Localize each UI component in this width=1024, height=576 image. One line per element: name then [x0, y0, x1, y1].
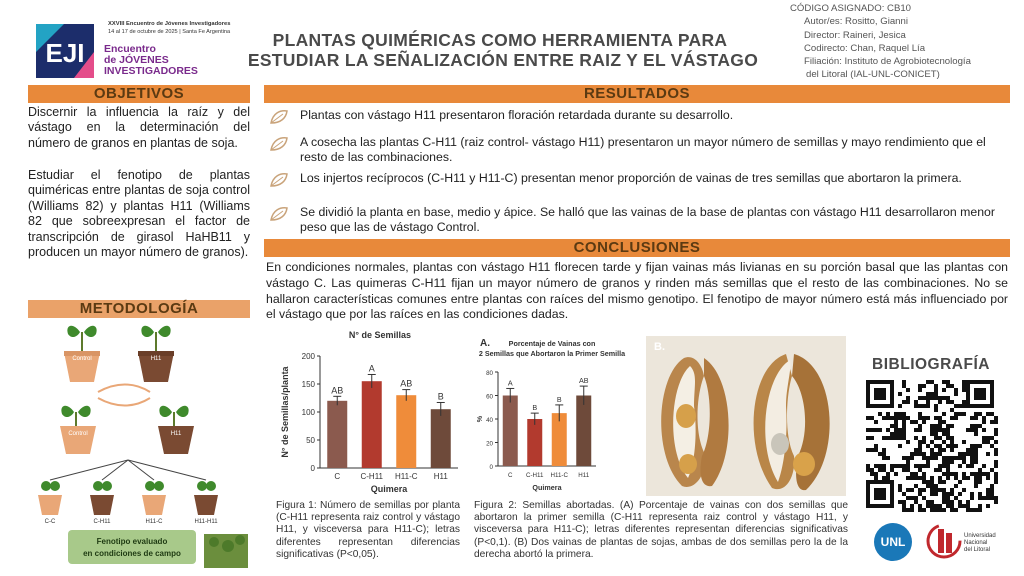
meta-block — [790, 2, 971, 82]
event-brand-1: Encuentro — [104, 43, 156, 55]
fiq-line-1: Universidad — [964, 533, 996, 539]
resultado-item-4 — [268, 205, 1010, 234]
chart-1-bar — [431, 409, 451, 468]
chart-1-ytick-label: 0 — [310, 464, 315, 473]
qr-code[interactable] — [866, 380, 998, 512]
chart-2-ytick-label: 0 — [489, 464, 493, 471]
fiq-logo — [926, 521, 1016, 561]
conclusiones-text: En condiciones normales, plantas con vástago H11 florecen tarde y fijan vainas más livianas en su porción basal que las plantas con vástago C. Las quimeras C-H11 fijan un mayor número de granos y rinden más semillas que el resto de las combinaciones. No se hallaron características comunes entre plantas con raíces del mismo genotipo. El fenotipo de mayor número está más influenciado por el vástago que por las raíces en las condiciones dadas. — [266, 260, 1008, 322]
unl-logo-text: UNL — [880, 535, 906, 549]
chart-2-category-label: C — [508, 472, 513, 479]
chart-2-letter: A — [507, 378, 513, 388]
chart-1-bar — [396, 395, 416, 468]
chart-1-ytick-label: 150 — [301, 380, 315, 389]
poster-title-line1: PLANTAS QUIMÉRICAS COMO HERRAMIENTA PARA — [272, 30, 728, 50]
chart-1-ytick-label: 200 — [301, 352, 315, 361]
label-c-c: C-C — [44, 519, 56, 525]
chart-1-bar — [327, 401, 347, 468]
chart-2-letter: AB — [578, 376, 589, 386]
label-c-h11: C-H11 — [93, 519, 111, 525]
svg-text:EJI: EJI — [45, 38, 85, 68]
chart-2-category-label: H11 — [578, 472, 590, 479]
fiq-line-3: del Litoral — [964, 547, 991, 553]
resultados-heading: RESULTADOS — [264, 85, 1010, 103]
chart-2-bar — [527, 419, 542, 466]
chart-1-bar — [362, 381, 382, 468]
chart-2-letter: B — [556, 394, 562, 404]
unl-logo — [874, 523, 912, 561]
resultado-text-4: Se dividió la planta en base, medio y ápice. Se halló que las vainas de la base de plantas con vástago H11 desarrollaron menor peso que las de vástago Control. — [300, 205, 995, 234]
graft-control-label: Control — [68, 431, 88, 437]
chart-2-letter: B — [532, 403, 538, 413]
chart-2-panel: A. — [480, 338, 490, 349]
meta-codirector: Codirecto: Chan, Raquel Lía — [804, 42, 926, 54]
photo-panel-label: B. — [654, 341, 665, 353]
chart-2-ylabel: % — [475, 415, 484, 423]
event-brand-2: de JÓVENES — [104, 54, 169, 66]
fiq-line-2: Nacional — [964, 540, 988, 546]
figure-1-caption: Figura 1: Número de semillas por planta (C-H11 representa raiz control y vástago H11, y visceversa para H11-C); letras diferentes representan diferencias significativas (P<0,05). — [276, 500, 460, 560]
chart-2-bar — [503, 396, 518, 467]
pot-control-label: Control — [72, 356, 92, 362]
conclusiones-heading: CONCLUSIONES — [264, 239, 1010, 257]
resultado-text-1: Plantas con vástago H11 presentaron floración retardada durante su desarrollo. — [300, 108, 734, 122]
chart-1-ylabel: N° de Semillas/planta — [280, 366, 290, 458]
objetivos-heading: OBJETIVOS — [28, 85, 250, 103]
figure-2-caption: Figura 2: Semillas abortadas. (A) Porcentaje de vainas con dos semillas que abortaron la primer semilla (C-H11 representa raiz control y vástago H11, y visceversa para H11-C); letras diferentes representan diferencias significativas (P<0,1). (B) Dos vainas de plantas de sojas, ambas de dos semillas pero la de la derecha abortó la primera. — [474, 500, 848, 560]
meta-code: CÓDIGO ASIGNADO: CB10 — [790, 3, 912, 14]
chart-2-xlabel: Quimera — [532, 483, 562, 492]
chart-1-category-label: C-H11 — [360, 472, 384, 481]
chart-1-category-label: H11-C — [394, 472, 418, 481]
chart-1-ytick-label: 100 — [301, 408, 315, 417]
bibliografia-heading: BIBLIOGRAFÍA — [872, 356, 990, 373]
leaf-bullet-icon — [268, 205, 290, 223]
chart-1-xlabel: Quimera — [370, 484, 408, 494]
resultado-item-2 — [268, 135, 1010, 164]
chart-2-ytick-label: 60 — [486, 393, 493, 401]
chart-2-category-label: H11-C — [550, 472, 568, 479]
chart-2-title: Porcentaje de Vainas con — [508, 339, 596, 348]
chart-1-category-label: C — [334, 472, 341, 481]
h11-plant-icon — [138, 326, 174, 382]
chart-2 — [460, 334, 645, 498]
chart-1 — [270, 326, 470, 498]
event-line2: 14 al 17 de octubre de 2025 | Santa Fe Argentina — [108, 29, 231, 35]
chart-1-title: N° de Semillas — [348, 330, 412, 340]
metodologia-heading: METODOLOGÍA — [28, 300, 250, 318]
chart-1-letter: AB — [400, 378, 413, 389]
meta-authors: Autor/es: Rositto, Gianni — [804, 16, 908, 28]
soybean-pods-photo — [646, 336, 846, 496]
chart-1-letter: A — [368, 363, 375, 374]
resultado-item-1 — [268, 108, 1010, 123]
label-h11-c: H11-C — [145, 519, 163, 525]
meta-affiliation-1: Filiación: Instituto de Agrobiotecnología — [804, 56, 971, 68]
meta-affiliation-2: del Litoral (IAL-UNL-CONICET) — [806, 69, 940, 81]
pot-h11-label: H11 — [150, 356, 162, 362]
chart-2-ytick-label: 40 — [486, 417, 493, 424]
label-h11-h11: H11-H11 — [194, 519, 218, 525]
chart-1-ytick-label: 50 — [306, 436, 315, 445]
graft-h11-label: H11 — [170, 431, 182, 437]
event-line1: XXVIII Encuentro de Jóvenes Investigadores — [108, 21, 231, 27]
field-label-2: en condiciones de campo — [83, 549, 181, 558]
chart-2-category-label: C-H11 — [526, 472, 544, 479]
resultado-text-3: Los injertos recíprocos (C-H11 y H11-C) presentan menor proporción de vainas de tres semillas que abortaron la primera. — [300, 171, 962, 185]
resultado-text-2: A cosecha las plantas C-H11 (raiz control- vástago H11) presentaron un mayor número de semillas y mayo rendimiento que el resto de las combinaciones. — [300, 135, 986, 164]
chart-2-ytick-label: 20 — [486, 440, 493, 448]
event-logo — [34, 22, 96, 80]
leaf-bullet-icon — [268, 171, 290, 189]
resultado-item-3 — [268, 171, 1010, 186]
chart-2-bar — [576, 396, 591, 467]
chart-2-ytick-label: 80 — [486, 370, 493, 377]
chart-2-title: 2 Semillas que Abortaron la Primer Semilla — [478, 349, 626, 358]
objetivos-p1: Discernir la influencia la raíz y del vástago en la determinación del número de granos en plantas de soja. — [28, 105, 250, 150]
chart-1-letter: B — [437, 391, 444, 402]
chart-1-letter: AB — [331, 385, 344, 396]
leaf-bullet-icon — [268, 135, 290, 153]
chart-1-category-label: H11 — [433, 472, 448, 481]
poster-title-line2: ESTUDIAR LA SEÑALIZACIÓN ENTRE RAIZ Y EL VÁSTAGO — [247, 50, 759, 70]
meta-director: Director: Raineri, Jesica — [804, 29, 906, 41]
control-plant-icon — [64, 326, 100, 382]
objetivos-p2: Estudiar el fenotipo de plantas quiméricas entre plantas de soja control (Williams 82) y plantas H11 (Williams 82 que sobreexpresan el factor de transcripción de girasol HaHB11 y producen un mayor número de granos). — [28, 168, 250, 260]
field-label-1: Fenotipo evaluado — [96, 537, 168, 546]
leaf-bullet-icon — [268, 108, 290, 126]
metodologia-diagram — [28, 320, 250, 570]
event-brand-3: INVESTIGADORES — [104, 65, 198, 77]
